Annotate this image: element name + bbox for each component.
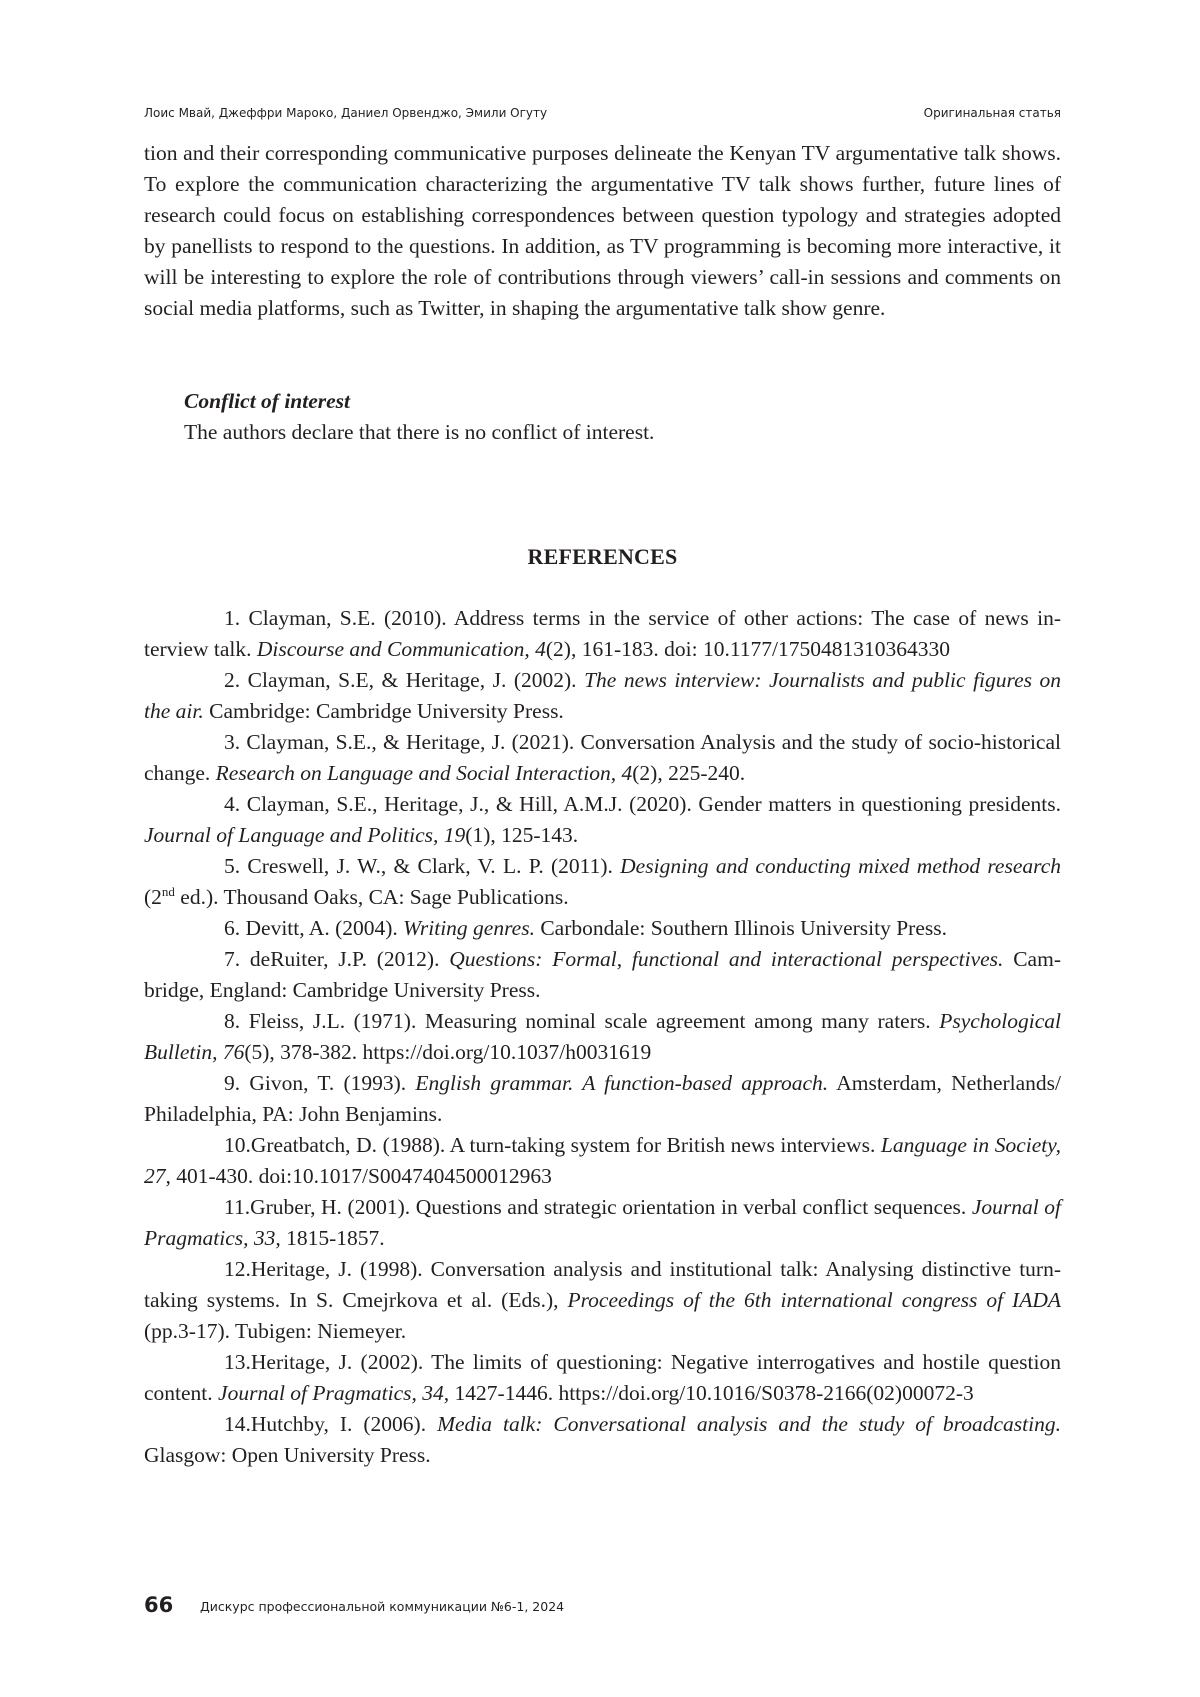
reference-details: (2 — [144, 885, 162, 909]
reference-item — [144, 1006, 1061, 1068]
reference-number: 7. — [224, 947, 241, 971]
reference-source: English grammar. A function-based approach. — [415, 1071, 829, 1095]
reference-text: Heritage, J. (1998). Conversation analysis and institutional talk: Analysing distinctive turn-taking systems. In S. Cmejrkova et al. (Eds.), — [144, 1257, 1061, 1312]
reference-source: Psychological Bulletin, 76 — [144, 1009, 1061, 1064]
reference-item — [144, 1409, 1061, 1471]
reference-source: Writing genres. — [403, 916, 535, 940]
reference-text: Devitt, A. (2004). — [245, 916, 404, 940]
reference-number: 4. — [224, 792, 241, 816]
reference-text: Clayman, S.E., & Heritage, J. (2021). Conversation Analysis and the study of socio-historical change. — [144, 730, 1061, 785]
page-content — [144, 138, 1061, 1493]
reference-source: Proceedings of the 6th international congress of IADA — [567, 1288, 1061, 1312]
reference-number: 3. — [224, 730, 241, 754]
reference-text: Clayman, S.E., Heritage, J., & Hill, A.M.J. (2020). Gender matters in questioning presidents. — [246, 792, 1061, 816]
reference-source: Journal of Language and Politics, 19 — [144, 823, 466, 847]
reference-details: Glasgow: Open University Press. — [144, 1443, 431, 1467]
reference-superscript: nd — [161, 883, 175, 899]
conflict-of-interest-text: The authors declare that there is no conflict of interest. — [184, 420, 655, 444]
reference-text: Givon, T. (1993). — [249, 1071, 416, 1095]
reference-details: 401-430. doi:10.1017/S0047404500012963 — [170, 1164, 552, 1188]
reference-text: Hutchby, I. (2006). — [250, 1412, 438, 1436]
reference-text: Greatbatch, D. (1988). A turn-taking system for British news interviews. — [250, 1133, 881, 1157]
reference-text: Gruber, H. (2001). Questions and strategic orientation in verbal conflict sequences. — [250, 1195, 972, 1219]
reference-details-cont: ed.). Thousand Oaks, CA: Sage Publications. — [174, 885, 569, 909]
reference-details: (2), 161-183. doi: 10.1177/1750481310364330 — [545, 637, 950, 661]
reference-details: Cambridge, England: Cambridge University Press. — [144, 947, 1061, 1002]
reference-details: (2), 225-240. — [632, 761, 746, 785]
reference-number: 11. — [224, 1195, 251, 1219]
reference-item — [144, 1130, 1061, 1192]
reference-source: Designing and conducting mixed method research — [620, 854, 1061, 878]
reference-item — [144, 913, 1061, 944]
reference-item — [144, 1254, 1061, 1347]
reference-number: 14. — [224, 1412, 251, 1436]
reference-text: Clayman, S.E. (2010). Address terms in the service of other actions: The case of news interview talk. — [144, 606, 1061, 661]
reference-number: 13. — [224, 1350, 251, 1374]
reference-number: 9. — [224, 1071, 241, 1095]
reference-item — [144, 851, 1061, 913]
reference-source: Discourse and Communication, 4 — [256, 637, 546, 661]
reference-number: 2. — [224, 668, 241, 692]
reference-text: Clayman, S.E, & Heritage, J. (2002). — [247, 668, 585, 692]
reference-number: 1. — [224, 606, 241, 630]
reference-source: Journal of Pragmatics, 34, — [218, 1381, 450, 1405]
reference-text: Fleiss, J.L. (1971). Measuring nominal scale agreement among many raters. — [248, 1009, 940, 1033]
reference-source: Research on Language and Social Interaction, 4 — [215, 761, 633, 785]
reference-text: Creswell, J. W., & Clark, V. L. P. (2011). — [247, 854, 621, 878]
reference-source: Journal of Pragmatics, 33, — [144, 1195, 1061, 1250]
reference-number: 10. — [224, 1133, 251, 1157]
reference-source: Language in Society, 27, — [144, 1133, 1061, 1188]
reference-details: Cambridge: Cambridge University Press. — [203, 699, 564, 723]
reference-details: (5), 378-382. https://doi.org/10.1037/h0031619 — [244, 1040, 652, 1064]
reference-item — [144, 944, 1061, 1006]
reference-number: 5. — [224, 854, 241, 878]
reference-source: Media talk: Conversational analysis and the study of broadcasting. — [437, 1412, 1061, 1436]
reference-item — [144, 1068, 1061, 1130]
reference-number: 8. — [224, 1009, 241, 1033]
reference-item — [144, 789, 1061, 851]
reference-details: Amsterdam, Netherlands/ Philadelphia, PA: John Benjamins. — [144, 1071, 1061, 1126]
reference-source: Questions: Formal, functional and interactional perspectives. — [449, 947, 1004, 971]
journal-title: Дискурс профессиональной коммуникации №6-1, 2024 — [200, 1599, 565, 1614]
running-head — [144, 106, 1061, 126]
reference-details: 1815-1857. — [280, 1226, 385, 1250]
reference-number: 6. — [224, 916, 241, 940]
reference-details: (1), 125-143. — [465, 823, 579, 847]
reference-item — [144, 727, 1061, 789]
reference-source: The news interview: Journalists and public figures on the air. — [144, 668, 1061, 723]
reference-details: (pp.3-17). Tubigen: Niemeyer. — [144, 1319, 407, 1343]
conflict-of-interest-title: Conflict of interest — [184, 389, 351, 413]
running-head-authors: Лоис Мвай, Джеффри Мароко, Даниел Орвенджо, Эмили Огуту — [144, 106, 548, 120]
reference-text: Heritage, J. (2002). The limits of questioning: Negative interrogatives and hostile question content. — [144, 1350, 1061, 1405]
body-paragraph: tion and their corresponding communicative purposes delineate the Kenyan TV argumentative talk shows. To explore the communication characterizing the argumentative TV talk shows further, future lines of research could focus on establishing correspondences between question typology and strategies adopted by panellists to respond to the questions. In addition, as TV programming is becoming more interactive, it will be interesting to explore the role of contributions through viewers’ call-in sessions and comments on social media platforms, such as Twitter, in shaping the argumentative talk show genre. — [144, 141, 1061, 320]
page-number: 66 — [144, 1593, 174, 1617]
reference-item — [144, 1347, 1061, 1409]
reference-item — [144, 665, 1061, 727]
page-footer — [144, 1593, 1061, 1619]
reference-number: 12. — [224, 1257, 251, 1281]
reference-details: Carbondale: Southern Illinois University Press. — [534, 916, 947, 940]
reference-details: 1427-1446. https://doi.org/10.1016/S0378-2166(02)00072-3 — [449, 1381, 974, 1405]
conflict-of-interest — [144, 386, 1061, 448]
references-list — [144, 603, 1061, 1471]
reference-text: deRuiter, J.P. (2012). — [249, 947, 450, 971]
reference-item — [144, 603, 1061, 665]
references-heading: REFERENCES — [527, 544, 678, 569]
reference-item — [144, 1192, 1061, 1254]
running-head-section: Оригинальная статья — [923, 106, 1061, 120]
